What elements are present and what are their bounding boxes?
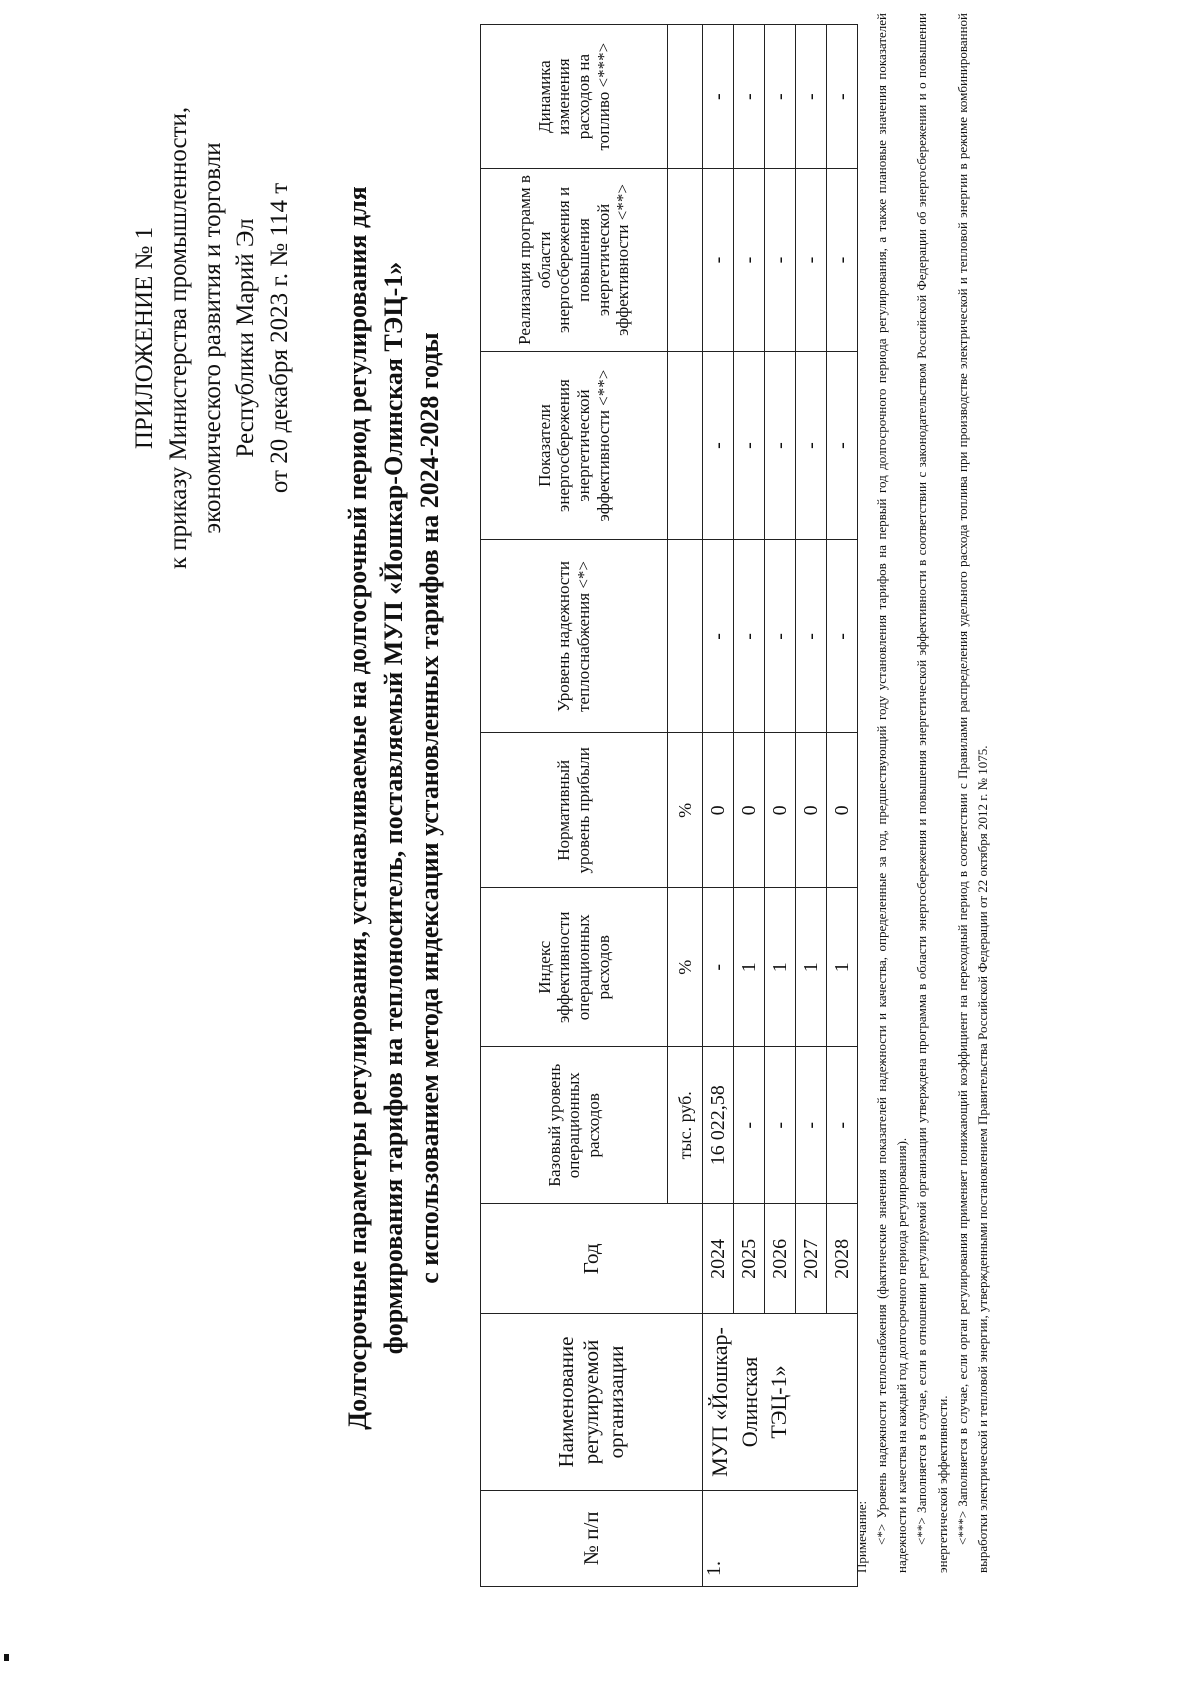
cell-fuel: - (796, 25, 827, 169)
cell-reliability: - (796, 540, 827, 733)
cell-profit: 0 (765, 733, 796, 888)
cell-index: 1 (796, 888, 827, 1047)
cell-index: 1 (827, 888, 858, 1047)
cell-year: 2024 (703, 1204, 734, 1314)
cell-base: - (827, 1047, 858, 1204)
cell-fuel: - (734, 25, 765, 169)
cell-year: 2025 (734, 1204, 765, 1314)
header-number: № п/п (481, 1490, 703, 1586)
table-row (703, 25, 734, 1587)
unit-base: тыс. руб. (668, 1047, 703, 1204)
cell-index: - (703, 888, 734, 1047)
appendix-number: ПРИЛОЖЕНИЕ № 1 (131, 226, 158, 450)
parameters-table (480, 24, 858, 1587)
cell-profit: 0 (734, 733, 765, 888)
cell-programs: - (765, 169, 796, 351)
header-base-level: Базовый уровень операционных расходов (481, 1047, 668, 1204)
cell-programs: - (734, 169, 765, 351)
cell-base: - (765, 1047, 796, 1204)
appendix-republic: Республики Марий Эл (232, 218, 260, 458)
footnote-energy-saving: <**> Заполняется в случае, если в отношении регулируемой организации утверждена программа в области энергосбережения и повышения энергетической эффективности в соответствии с законодательством Российской Федерации об энергосбережении и о повышении энергетической эффективности. (914, 13, 950, 1573)
cell-base: - (796, 1047, 827, 1204)
cell-index: 1 (765, 888, 796, 1047)
notes-heading: Примечание: (854, 1500, 869, 1573)
cell-profit: 0 (827, 733, 858, 888)
cell-fuel: - (827, 25, 858, 169)
cell-energy: - (827, 351, 858, 540)
header-year: Год (481, 1204, 703, 1314)
unit-reliability (668, 540, 703, 733)
cell-energy: - (703, 351, 734, 540)
appendix-order-ref: к приказу Министерства промышленности, (164, 106, 192, 570)
cell-year: 2027 (796, 1204, 827, 1314)
cell-profit: 0 (703, 733, 734, 888)
unit-profit: % (668, 733, 703, 888)
document-title (340, 133, 448, 1483)
cell-programs: - (703, 169, 734, 351)
table-header-row (481, 25, 668, 1587)
cell-reliability: - (734, 540, 765, 733)
cell-base: - (734, 1047, 765, 1204)
footnote-reliability: <*> Уровень надежности теплоснабжения (фактические значения показателей надежности и качества, определенные за год, предшествующий году установления тарифов на первый год долгосрочного периода регулирования, а также плановые значения показателей надежности и качества на каждый год долгосрочного периода регулирования). (874, 13, 910, 1573)
title-line-1: Долгосрочные параметры регулирования, устанавливаемые на долгосрочный период регулирования для (343, 186, 372, 1430)
header-energy-saving: Показатели энергосбережения энергетической эффективности <**> (481, 351, 668, 540)
cell-year: 2026 (765, 1204, 796, 1314)
appendix-ministry: экономического развития и торговли (198, 142, 226, 534)
cell-base: 16 022,58 (703, 1047, 734, 1204)
header-programs: Реализация программ в области энергосбережения и повышения энергетической эффективности <**> (481, 169, 668, 351)
appendix-header (128, 18, 297, 658)
header-organization: Наименование регулируемой организации (481, 1314, 703, 1490)
footnote-fuel: <***> Заполняется в случае, если орган регулирования применяет понижающий коэффициент на переходный период в соответствии с Правилами распределения удельного расхода топлива при производстве электрической и тепловой энергии в режиме комбинированной выработки электрической и тепловой энергии, утвержденными постановлением Правительства Российской Федерации от 22 октября 2012 г. № 1075. (954, 13, 990, 1573)
scan-edge-mark (4, 1654, 9, 1661)
cell-fuel: - (765, 25, 796, 169)
appendix-date: от 20 декабря 2023 г. № 114 т (266, 182, 293, 494)
header-efficiency-index: Индекс эффективности операционных расходов (481, 888, 668, 1047)
cell-profit: 0 (796, 733, 827, 888)
cell-year: 2028 (827, 1204, 858, 1314)
cell-fuel: - (703, 25, 734, 169)
unit-energy (668, 351, 703, 540)
unit-programs (668, 169, 703, 351)
cell-programs: - (827, 169, 858, 351)
header-fuel-dynamics: Динамика изменения расходов на топливо <***> (481, 25, 668, 169)
cell-reliability: - (703, 540, 734, 733)
unit-index: % (668, 888, 703, 1047)
footnotes (852, 13, 993, 1573)
title-line-2: формирования тарифов на теплоноситель, поставляемый МУП «Йошкар-Олинская ТЭЦ-1» (378, 261, 408, 1355)
organization-name: МУП «Йошкар-Олинская ТЭЦ-1» (703, 1314, 858, 1490)
header-reliability: Уровень надежности теплоснабжения <*> (481, 540, 668, 733)
cell-energy: - (796, 351, 827, 540)
header-profit-level: Нормативный уровень прибыли (481, 733, 668, 888)
cell-reliability: - (827, 540, 858, 733)
unit-fuel (668, 25, 703, 169)
title-line-3: с использованием метода индексации установленных тарифов на 2024-2028 годы (414, 332, 444, 1284)
row-number: 1. (703, 1490, 858, 1586)
cell-energy: - (734, 351, 765, 540)
cell-energy: - (765, 351, 796, 540)
cell-index: 1 (734, 888, 765, 1047)
cell-reliability: - (765, 540, 796, 733)
cell-programs: - (796, 169, 827, 351)
